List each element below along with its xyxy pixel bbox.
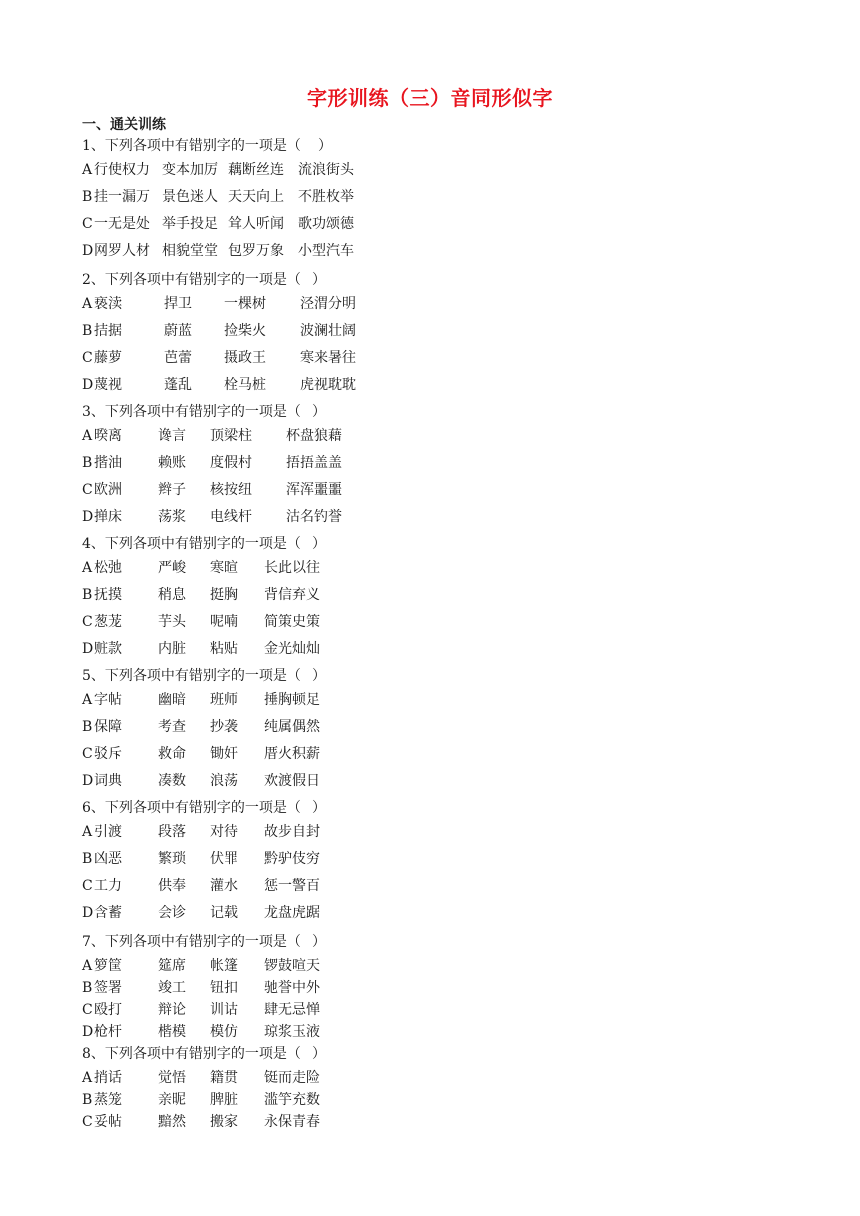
option-word: 天天向上 — [228, 189, 284, 205]
option-letter: A — [82, 1070, 93, 1086]
option-letter: A — [82, 428, 93, 444]
option-word: 芋头 — [158, 614, 186, 630]
option-word: 核按纽 — [210, 482, 252, 498]
question-text: 2、下列各项中有错别字的一项是（ — [82, 272, 301, 288]
section-heading: 一、通关训练 — [82, 117, 166, 133]
option-letter: C — [82, 216, 93, 232]
option-letter: B — [82, 189, 93, 205]
option-word: 沽名钓誉 — [286, 509, 342, 525]
option-word: 寒来暑往 — [300, 350, 356, 366]
answer-blank: ） — [312, 1046, 326, 1062]
option-word: 会诊 — [158, 905, 186, 921]
option-word: 相貌堂堂 — [162, 243, 218, 259]
option-word: 长此以往 — [264, 560, 320, 576]
answer-blank: ） — [318, 138, 332, 154]
option-word: 掸床 — [94, 509, 122, 525]
option-word: 肆无忌惮 — [264, 1002, 320, 1018]
option-word: 惩一警百 — [264, 878, 320, 894]
option-word: 浑浑噩噩 — [286, 482, 342, 498]
option-word: 杯盘狼藉 — [286, 428, 342, 444]
question-text: 7、下列各项中有错别字的一项是（ — [82, 934, 301, 950]
option-word: 浪荡 — [210, 773, 238, 789]
option-letter: D — [82, 509, 94, 525]
option-word: 藤萝 — [94, 350, 122, 366]
option-word: 顶梁柱 — [210, 428, 252, 444]
option-word: 欢渡假日 — [264, 773, 320, 789]
option-word: 亲昵 — [158, 1092, 186, 1108]
option-word: 妥帖 — [94, 1114, 122, 1130]
option-letter: B — [82, 323, 93, 339]
option-letter: D — [82, 243, 94, 259]
option-word: 揩油 — [94, 455, 122, 471]
option-word: 永保青春 — [264, 1114, 320, 1130]
option-word: 纯属偶然 — [264, 719, 320, 735]
option-letter: A — [82, 958, 93, 974]
option-word: 签署 — [94, 980, 122, 996]
option-word: 灌水 — [210, 878, 238, 894]
option-letter: B — [82, 1092, 93, 1108]
option-letter: C — [82, 746, 93, 762]
question-text: 6、下列各项中有错别字的一项是（ — [82, 800, 301, 816]
option-word: 蓬乱 — [164, 377, 192, 393]
option-word: 驰誉中外 — [264, 980, 320, 996]
option-word: 藕断丝连 — [228, 162, 284, 178]
option-word: 故步自封 — [264, 824, 320, 840]
option-word: 记载 — [210, 905, 238, 921]
option-word: 蔚蓝 — [164, 323, 192, 339]
option-letter: D — [82, 377, 94, 393]
option-word: 模仿 — [210, 1024, 238, 1040]
option-word: 亵渎 — [94, 296, 122, 312]
option-letter: A — [82, 692, 93, 708]
option-letter: B — [82, 851, 93, 867]
question-prompt — [82, 1044, 326, 1064]
answer-blank: ） — [312, 800, 326, 816]
option-word: 呢喃 — [210, 614, 238, 630]
option-word: 筵席 — [158, 958, 186, 974]
option-word: 松弛 — [94, 560, 122, 576]
option-word: 凑数 — [158, 773, 186, 789]
option-letter: A — [82, 162, 93, 178]
option-word: 葱茏 — [94, 614, 122, 630]
option-word: 驳斥 — [94, 746, 122, 762]
option-word: 景色迷人 — [162, 189, 218, 205]
question-prompt — [82, 932, 326, 952]
option-word: 不胜枚举 — [298, 189, 354, 205]
option-word: 赃款 — [94, 641, 122, 657]
question-prompt — [82, 136, 332, 156]
question-text: 5、下列各项中有错别字的一项是（ — [82, 668, 301, 684]
option-letter: C — [82, 614, 93, 630]
option-word: 蒸笼 — [94, 1092, 122, 1108]
option-word: 对待 — [210, 824, 238, 840]
option-word: 流浪街头 — [298, 162, 354, 178]
option-word: 班师 — [210, 692, 238, 708]
option-word: 芭蕾 — [164, 350, 192, 366]
option-word: 黔驴伎穷 — [264, 851, 320, 867]
option-word: 耸人听闻 — [228, 216, 284, 232]
option-word: 繁琐 — [158, 851, 186, 867]
option-word: 蔑视 — [94, 377, 122, 393]
option-word: 保障 — [94, 719, 122, 735]
option-letter: C — [82, 878, 93, 894]
option-word: 脾脏 — [210, 1092, 238, 1108]
answer-blank: ） — [312, 668, 326, 684]
option-letter: B — [82, 587, 93, 603]
option-word: 工力 — [94, 878, 122, 894]
option-word: 背信弃义 — [264, 587, 320, 603]
option-word: 供奉 — [158, 878, 186, 894]
option-word: 一无是处 — [94, 216, 150, 232]
option-word: 度假村 — [210, 455, 252, 471]
option-word: 行使权力 — [94, 162, 150, 178]
option-word: 琼浆玉液 — [264, 1024, 320, 1040]
option-word: 挺胸 — [210, 587, 238, 603]
option-letter: A — [82, 296, 93, 312]
question-text: 4、下列各项中有错别字的一项是（ — [82, 536, 301, 552]
question-prompt — [82, 270, 326, 290]
option-letter: D — [82, 1024, 94, 1040]
option-letter: A — [82, 824, 93, 840]
option-letter: C — [82, 482, 93, 498]
page-title: 字形训练（三）音同形似字 — [307, 86, 553, 110]
option-word: 厝火积薪 — [264, 746, 320, 762]
option-word: 殴打 — [94, 1002, 122, 1018]
option-letter: D — [82, 905, 94, 921]
option-word: 寒暄 — [210, 560, 238, 576]
option-word: 举手投足 — [162, 216, 218, 232]
option-word: 搬家 — [210, 1114, 238, 1130]
option-word: 拮据 — [94, 323, 122, 339]
option-word: 捍卫 — [164, 296, 192, 312]
option-word: 稍息 — [158, 587, 186, 603]
option-word: 引渡 — [94, 824, 122, 840]
question-prompt — [82, 666, 326, 686]
answer-blank: ） — [312, 272, 326, 288]
option-word: 含蓄 — [94, 905, 122, 921]
option-word: 严峻 — [158, 560, 186, 576]
option-word: 铤而走险 — [264, 1070, 320, 1086]
option-word: 内脏 — [158, 641, 186, 657]
question-prompt — [82, 798, 326, 818]
option-letter: B — [82, 980, 93, 996]
option-word: 栓马桩 — [224, 377, 266, 393]
option-word: 粘贴 — [210, 641, 238, 657]
option-word: 变本加厉 — [162, 162, 218, 178]
question-prompt — [82, 402, 326, 422]
option-word: 歌功颂德 — [298, 216, 354, 232]
answer-blank: ） — [312, 934, 326, 950]
question-text: 8、下列各项中有错别字的一项是（ — [82, 1046, 301, 1062]
option-word: 抚摸 — [94, 587, 122, 603]
option-word: 训诂 — [210, 1002, 238, 1018]
option-word: 救命 — [158, 746, 186, 762]
option-letter: B — [82, 455, 93, 471]
option-word: 挂一漏万 — [94, 189, 150, 205]
option-letter: C — [82, 1114, 93, 1130]
option-word: 辫子 — [158, 482, 186, 498]
option-word: 竣工 — [158, 980, 186, 996]
option-word: 黯然 — [158, 1114, 186, 1130]
option-word: 捎话 — [94, 1070, 122, 1086]
option-word: 金光灿灿 — [264, 641, 320, 657]
option-word: 捶胸顿足 — [264, 692, 320, 708]
option-word: 小型汽车 — [298, 243, 354, 259]
answer-blank: ） — [312, 536, 326, 552]
option-letter: C — [82, 1002, 93, 1018]
option-word: 一棵树 — [224, 296, 266, 312]
option-word: 辩论 — [158, 1002, 186, 1018]
option-word: 籍贯 — [210, 1070, 238, 1086]
option-word: 虎视耽耽 — [300, 377, 356, 393]
option-word: 凶恶 — [94, 851, 122, 867]
option-word: 电线杆 — [210, 509, 252, 525]
question-prompt — [82, 534, 326, 554]
option-word: 荡浆 — [158, 509, 186, 525]
option-letter: A — [82, 560, 93, 576]
option-word: 词典 — [94, 773, 122, 789]
option-word: 包罗万象 — [228, 243, 284, 259]
option-word: 觉悟 — [158, 1070, 186, 1086]
option-word: 锄奸 — [210, 746, 238, 762]
option-word: 欧洲 — [94, 482, 122, 498]
option-word: 波澜壮阔 — [300, 323, 356, 339]
option-word: 锣鼓喧天 — [264, 958, 320, 974]
question-text: 3、下列各项中有错别字的一项是（ — [82, 404, 301, 420]
option-word: 网罗人材 — [94, 243, 150, 259]
option-word: 伏罪 — [210, 851, 238, 867]
option-word: 箩筐 — [94, 958, 122, 974]
option-word: 谗言 — [158, 428, 186, 444]
option-word: 枪杆 — [94, 1024, 122, 1040]
option-letter: D — [82, 641, 94, 657]
question-text: 1、下列各项中有错别字的一项是（ — [82, 138, 301, 154]
option-word: 抄袭 — [210, 719, 238, 735]
option-word: 考查 — [158, 719, 186, 735]
option-word: 钮扣 — [210, 980, 238, 996]
option-word: 摄政王 — [224, 350, 266, 366]
option-letter: C — [82, 350, 93, 366]
option-word: 帐篷 — [210, 958, 238, 974]
option-letter: D — [82, 773, 94, 789]
option-word: 简策史策 — [264, 614, 320, 630]
option-word: 龙盘虎踞 — [264, 905, 320, 921]
option-word: 捡柴火 — [224, 323, 266, 339]
answer-blank: ） — [312, 404, 326, 420]
option-word: 滥竽充数 — [264, 1092, 320, 1108]
option-letter: B — [82, 719, 93, 735]
option-word: 幽暗 — [158, 692, 186, 708]
option-word: 暌离 — [94, 428, 122, 444]
option-word: 段落 — [158, 824, 186, 840]
option-word: 楷模 — [158, 1024, 186, 1040]
option-word: 捂捂盖盖 — [286, 455, 342, 471]
option-word: 泾渭分明 — [300, 296, 356, 312]
option-word: 字帖 — [94, 692, 122, 708]
option-word: 赖账 — [158, 455, 186, 471]
